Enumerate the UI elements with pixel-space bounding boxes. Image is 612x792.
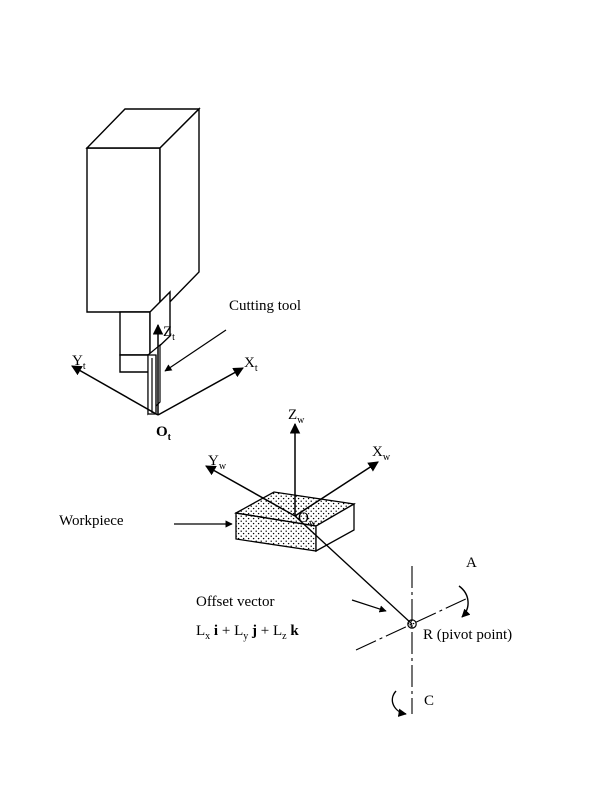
rotation-arrow-c bbox=[392, 691, 406, 714]
formula-ly-subscript: y bbox=[243, 631, 249, 642]
tool-coordinate-frame bbox=[72, 325, 243, 415]
workpiece-z-axis-letter: Z bbox=[288, 407, 298, 423]
rotation-a-label: A bbox=[466, 555, 477, 571]
tool-origin-label bbox=[156, 424, 171, 443]
workpiece-x-axis-subscript: w bbox=[382, 452, 391, 463]
workpiece-origin-subscript: w bbox=[308, 518, 317, 529]
workpiece-y-axis-label bbox=[208, 453, 226, 472]
tool-origin-subscript: t bbox=[167, 432, 172, 443]
workpiece-label: Workpiece bbox=[59, 513, 124, 529]
tool-z-axis-label bbox=[163, 324, 175, 343]
rotation-c-label: C bbox=[424, 693, 435, 709]
formula-plus-2: + bbox=[260, 623, 270, 639]
cutting-tool-label: Cutting tool bbox=[229, 298, 302, 314]
formula-lz-letter: L bbox=[272, 623, 283, 639]
tool-z-axis-letter: Z bbox=[163, 324, 173, 340]
formula-plus-1: + bbox=[221, 623, 231, 639]
workpiece-x-axis-label bbox=[372, 444, 390, 463]
offset-vector-formula bbox=[196, 623, 299, 642]
tool-y-axis-subscript: t bbox=[82, 361, 86, 372]
tool-x-axis-label bbox=[244, 355, 258, 374]
tool-x-axis-subscript: t bbox=[254, 363, 258, 374]
tool-origin-letter: O bbox=[156, 424, 168, 440]
formula-lx-letter: L bbox=[196, 623, 206, 639]
formula-lz-subscript: z bbox=[282, 631, 287, 642]
tool-z-axis-subscript: t bbox=[172, 332, 175, 343]
formula-lx-subscript: x bbox=[205, 631, 211, 642]
workpiece-z-axis-label bbox=[288, 407, 304, 426]
workpiece-z-axis-subscript: w bbox=[297, 415, 305, 426]
formula-ly-letter: L bbox=[234, 623, 244, 639]
tool-x-axis-letter: X bbox=[244, 355, 255, 371]
tool-y-axis-letter: Y bbox=[72, 353, 83, 369]
workpiece-x-axis-letter: X bbox=[372, 444, 383, 460]
offset-vector-line bbox=[295, 516, 412, 624]
pivot-point-label: R (pivot point) bbox=[423, 627, 513, 643]
offset-vector-leader bbox=[352, 600, 386, 611]
workpiece-origin-label bbox=[298, 510, 316, 529]
formula-i-unit: i bbox=[213, 623, 219, 639]
spindle-body bbox=[87, 109, 199, 312]
workpiece-y-axis-subscript: w bbox=[218, 461, 227, 472]
formula-j-unit: j bbox=[251, 623, 257, 639]
offset-vector-label: Offset vector bbox=[196, 594, 275, 610]
workpiece-origin-letter: O bbox=[298, 510, 309, 526]
workpiece-y-axis-letter: Y bbox=[208, 453, 219, 469]
tool-y-axis-label bbox=[72, 353, 86, 372]
formula-k-unit: k bbox=[290, 623, 299, 639]
